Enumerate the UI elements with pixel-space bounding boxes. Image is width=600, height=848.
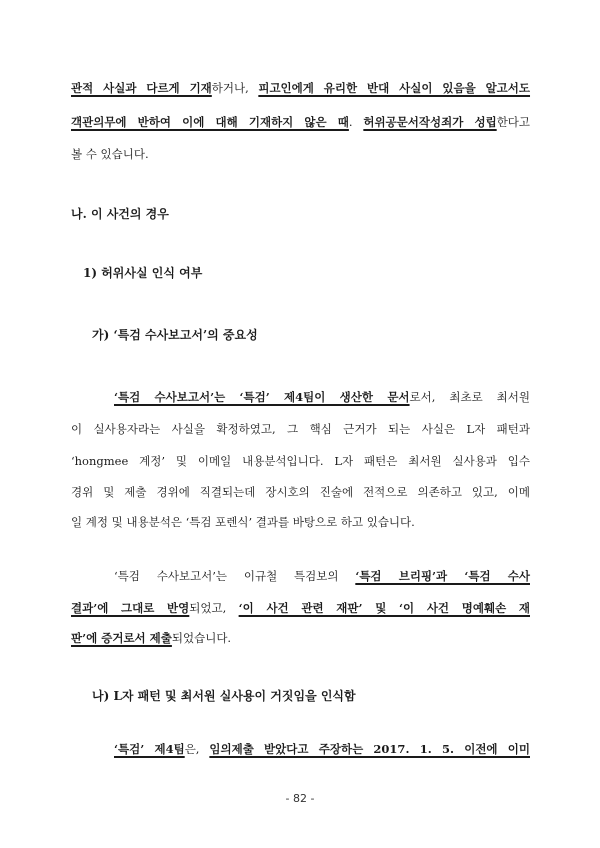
paragraph-2-line-4: 경위 및 제출 경위에 직결되는데 장시호의 진술에 전적으로 의존하고 있고, 이메 [71,485,530,499]
paragraph-1-line-1 [71,80,530,96]
underlined-bold-text: ‘특검 수사보고서’는 ‘특검’ 제4팀이 생산한 문서 [114,390,410,404]
subsection-heading-1: 1) 허위사실 인식 여부 [83,266,203,280]
text: 은, [184,742,210,756]
text: 하거나, [211,81,259,95]
subsection-heading-na2: 나) L자 패턴 및 최서원 실사용이 거짓임을 인식함 [92,689,356,703]
underlined-bold-text: 결과’에 그대로 반영 [71,601,190,615]
underlined-bold-text: 허위공문서작성죄가 성립 [363,115,497,129]
paragraph-1-line-3: 볼 수 있습니다. [71,147,149,161]
paragraph-4-line-1 [114,741,530,757]
section-heading-na: 나. 이 사건의 경우 [71,207,169,221]
paragraph-3-line-2 [71,600,530,616]
paragraph-2-line-3: ‘hongmee 계정’ 및 이메일 내용분석입니다. L자 패턴은 최서원 실사용과 입수 [71,454,530,468]
underlined-bold-text: 관적 사실과 다르게 기재 [71,81,212,95]
subsection-heading-ga: 가) ‘특검 수사보고서’의 중요성 [92,328,258,342]
paragraph-3-line-3 [71,630,530,646]
underlined-bold-text: 객관의무에 반하여 이에 대해 기재하지 않은 때 [71,115,349,129]
text: 한다고 [496,115,531,129]
text: ‘특검 수사보고서’는 이규철 특검보의 [114,569,356,583]
underlined-bold-text: ‘이 사건 관련 재판’ 및 ‘이 사건 명예훼손 재 [238,601,530,615]
paragraph-3-line-1 [114,568,530,584]
page-number: - 82 - [285,792,315,805]
underlined-bold-text: ‘특검 브리핑’과 ‘특검 수사 [355,569,530,583]
paragraph-2-line-1 [114,389,530,405]
underlined-bold-text: 판’에 증거로서 제출 [71,631,172,645]
underlined-bold-text: 임의제출 받았다고 주장하는 2017. 1. 5. 이전에 이미 [209,742,530,756]
paragraph-1-line-2 [71,114,530,130]
text: 로서, 최초로 최서원 [409,390,531,404]
text: 되었고, [189,601,239,615]
underlined-bold-text: 피고인에게 유리한 반대 사실이 있음을 알고서도 [258,81,531,95]
text: 되었습니다. [171,631,232,645]
paragraph-2-line-2: 이 실사용자라는 사실을 확정하였고, 그 핵심 근거가 되는 사실은 L자 패턴과 [71,422,530,436]
underlined-bold-text: ‘특검’ 제4팀 [114,742,185,756]
paragraph-2-line-5: 일 계정 및 내용분석은 ‘특검 포렌식’ 결과를 바탕으로 하고 있습니다. [71,515,415,529]
text: . [348,115,364,129]
